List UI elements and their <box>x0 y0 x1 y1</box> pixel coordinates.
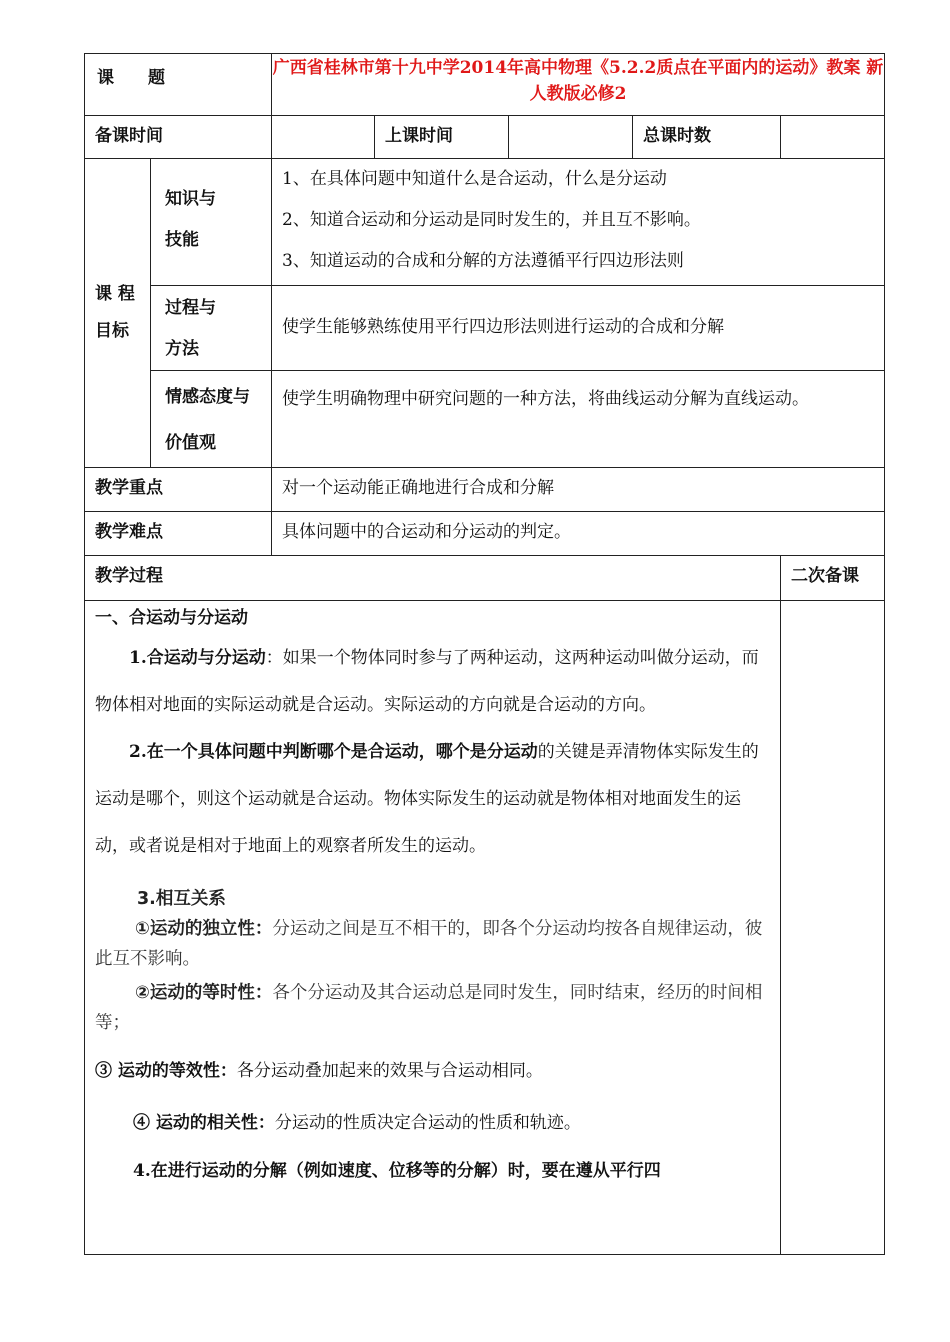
key-point-text: 对一个运动能正确地进行合成和分解 <box>282 477 554 498</box>
page-title: 广西省桂林市第十九中学2014年高中物理《5.2.2质点在平面内的运动》教案 新人教版必修2 <box>272 58 884 104</box>
relation-1-text: 分运动之间是互不相干的，即各个分运动均按各自规律运动，彼此互不影响。 <box>95 918 763 969</box>
process-label-line1: 过程与 <box>165 298 216 318</box>
process-header-row <box>85 555 885 600</box>
knowledge-item-2: 2、知道合运动和分运动是同时发生的，并且互不影响。 <box>282 210 701 230</box>
total-hours-label: 总课时数 <box>643 126 711 146</box>
relations-block <box>95 884 770 1038</box>
relation-2-text: 各个分运动及其合运动总是同时发生，同时结束，经历的时间相等； <box>95 982 763 1033</box>
relation-simultaneity <box>95 978 770 1038</box>
topic-label: 课 题 <box>97 68 165 88</box>
relation-2-bold: ②运动的等时性： <box>135 982 273 1003</box>
prep-time-label: 备课时间 <box>95 126 163 146</box>
goals-attitude-row <box>85 371 885 468</box>
process-label-line2: 方法 <box>165 338 199 359</box>
relations-title: 3.相互关系 <box>137 888 226 909</box>
difficulty-text: 具体问题中的合运动和分运动的判定。 <box>282 521 571 542</box>
goals-knowledge-row <box>85 159 885 286</box>
relation-independence <box>95 914 770 974</box>
paragraph-1 <box>95 635 770 729</box>
relation-4-bold: ④ 运动的相关性： <box>133 1112 275 1133</box>
process-text: 使学生能够熟练使用平行四边形法则进行运动的合成和分解 <box>282 317 724 338</box>
attitude-label-line2: 价值观 <box>165 432 216 453</box>
class-time-label: 上课时间 <box>385 126 453 146</box>
paragraph-4: 4.在进行运动的分解（例如速度、位移等的分解）时，要在遵从平行四 <box>133 1160 661 1181</box>
knowledge-item-3: 3、知道运动的合成和分解的方法遵循平行四边形法则 <box>282 251 684 271</box>
knowledge-item-1: 1、在具体问题中知道什么是合运动，什么是分运动 <box>282 169 667 189</box>
attitude-text: 使学生明确物理中研究问题的一种方法，将曲线运动分解为直线运动。 <box>282 389 809 409</box>
schedule-row <box>85 116 885 159</box>
p2-text: 的关键是弄清物体实际发生的运动是哪个，则这个运动就是合运动。物体实际发生的运动就是物体相对地面发生的运动，或者说是相对于地面上的观察者所发生的运动。 <box>95 741 759 856</box>
key-point-label: 教学重点 <box>95 477 163 498</box>
p2-bold: 2.在一个具体问题中判断哪个是合运动，哪个是分运动 <box>129 741 538 762</box>
relation-4-text: 分运动的性质决定合运动的性质和轨迹。 <box>274 1112 581 1133</box>
content-row <box>85 600 885 1254</box>
attitude-label-line1: 情感态度与 <box>165 387 250 407</box>
secondary-prep-label: 二次备课 <box>791 565 859 586</box>
knowledge-label-line1: 知识与 <box>165 189 216 209</box>
process-header-label: 教学过程 <box>95 565 163 586</box>
p1-bold: 1.合运动与分运动 <box>129 647 266 668</box>
goals-label-line2: 目标 <box>95 320 129 341</box>
key-point-row <box>85 467 885 511</box>
p1-text: ：如果一个物体同时参与了两种运动，这两种运动叫做分运动，而物体相对地面的实际运动就是合运动。实际运动的方向就是合运动的方向。 <box>95 647 759 715</box>
relation-correlation <box>95 1108 770 1138</box>
difficulty-row <box>85 511 885 555</box>
goals-process-row <box>85 286 885 371</box>
secondary-prep-cell <box>781 600 885 1254</box>
paragraph-2 <box>95 729 770 870</box>
lesson-plan-table <box>84 53 885 1255</box>
relation-3-text: 各分运动叠加起来的效果与合运动相同。 <box>236 1060 543 1081</box>
knowledge-label-line2: 技能 <box>165 229 199 250</box>
goals-label-line1: 课 程 <box>95 283 135 304</box>
title-row <box>85 54 885 116</box>
relation-equivalence <box>95 1056 770 1086</box>
section-title: 一、合运动与分运动 <box>95 607 248 628</box>
relation-1-bold: ①运动的独立性： <box>135 918 273 939</box>
relation-3-bold: ③ 运动的等效性： <box>95 1060 237 1081</box>
difficulty-label: 教学难点 <box>95 521 163 542</box>
